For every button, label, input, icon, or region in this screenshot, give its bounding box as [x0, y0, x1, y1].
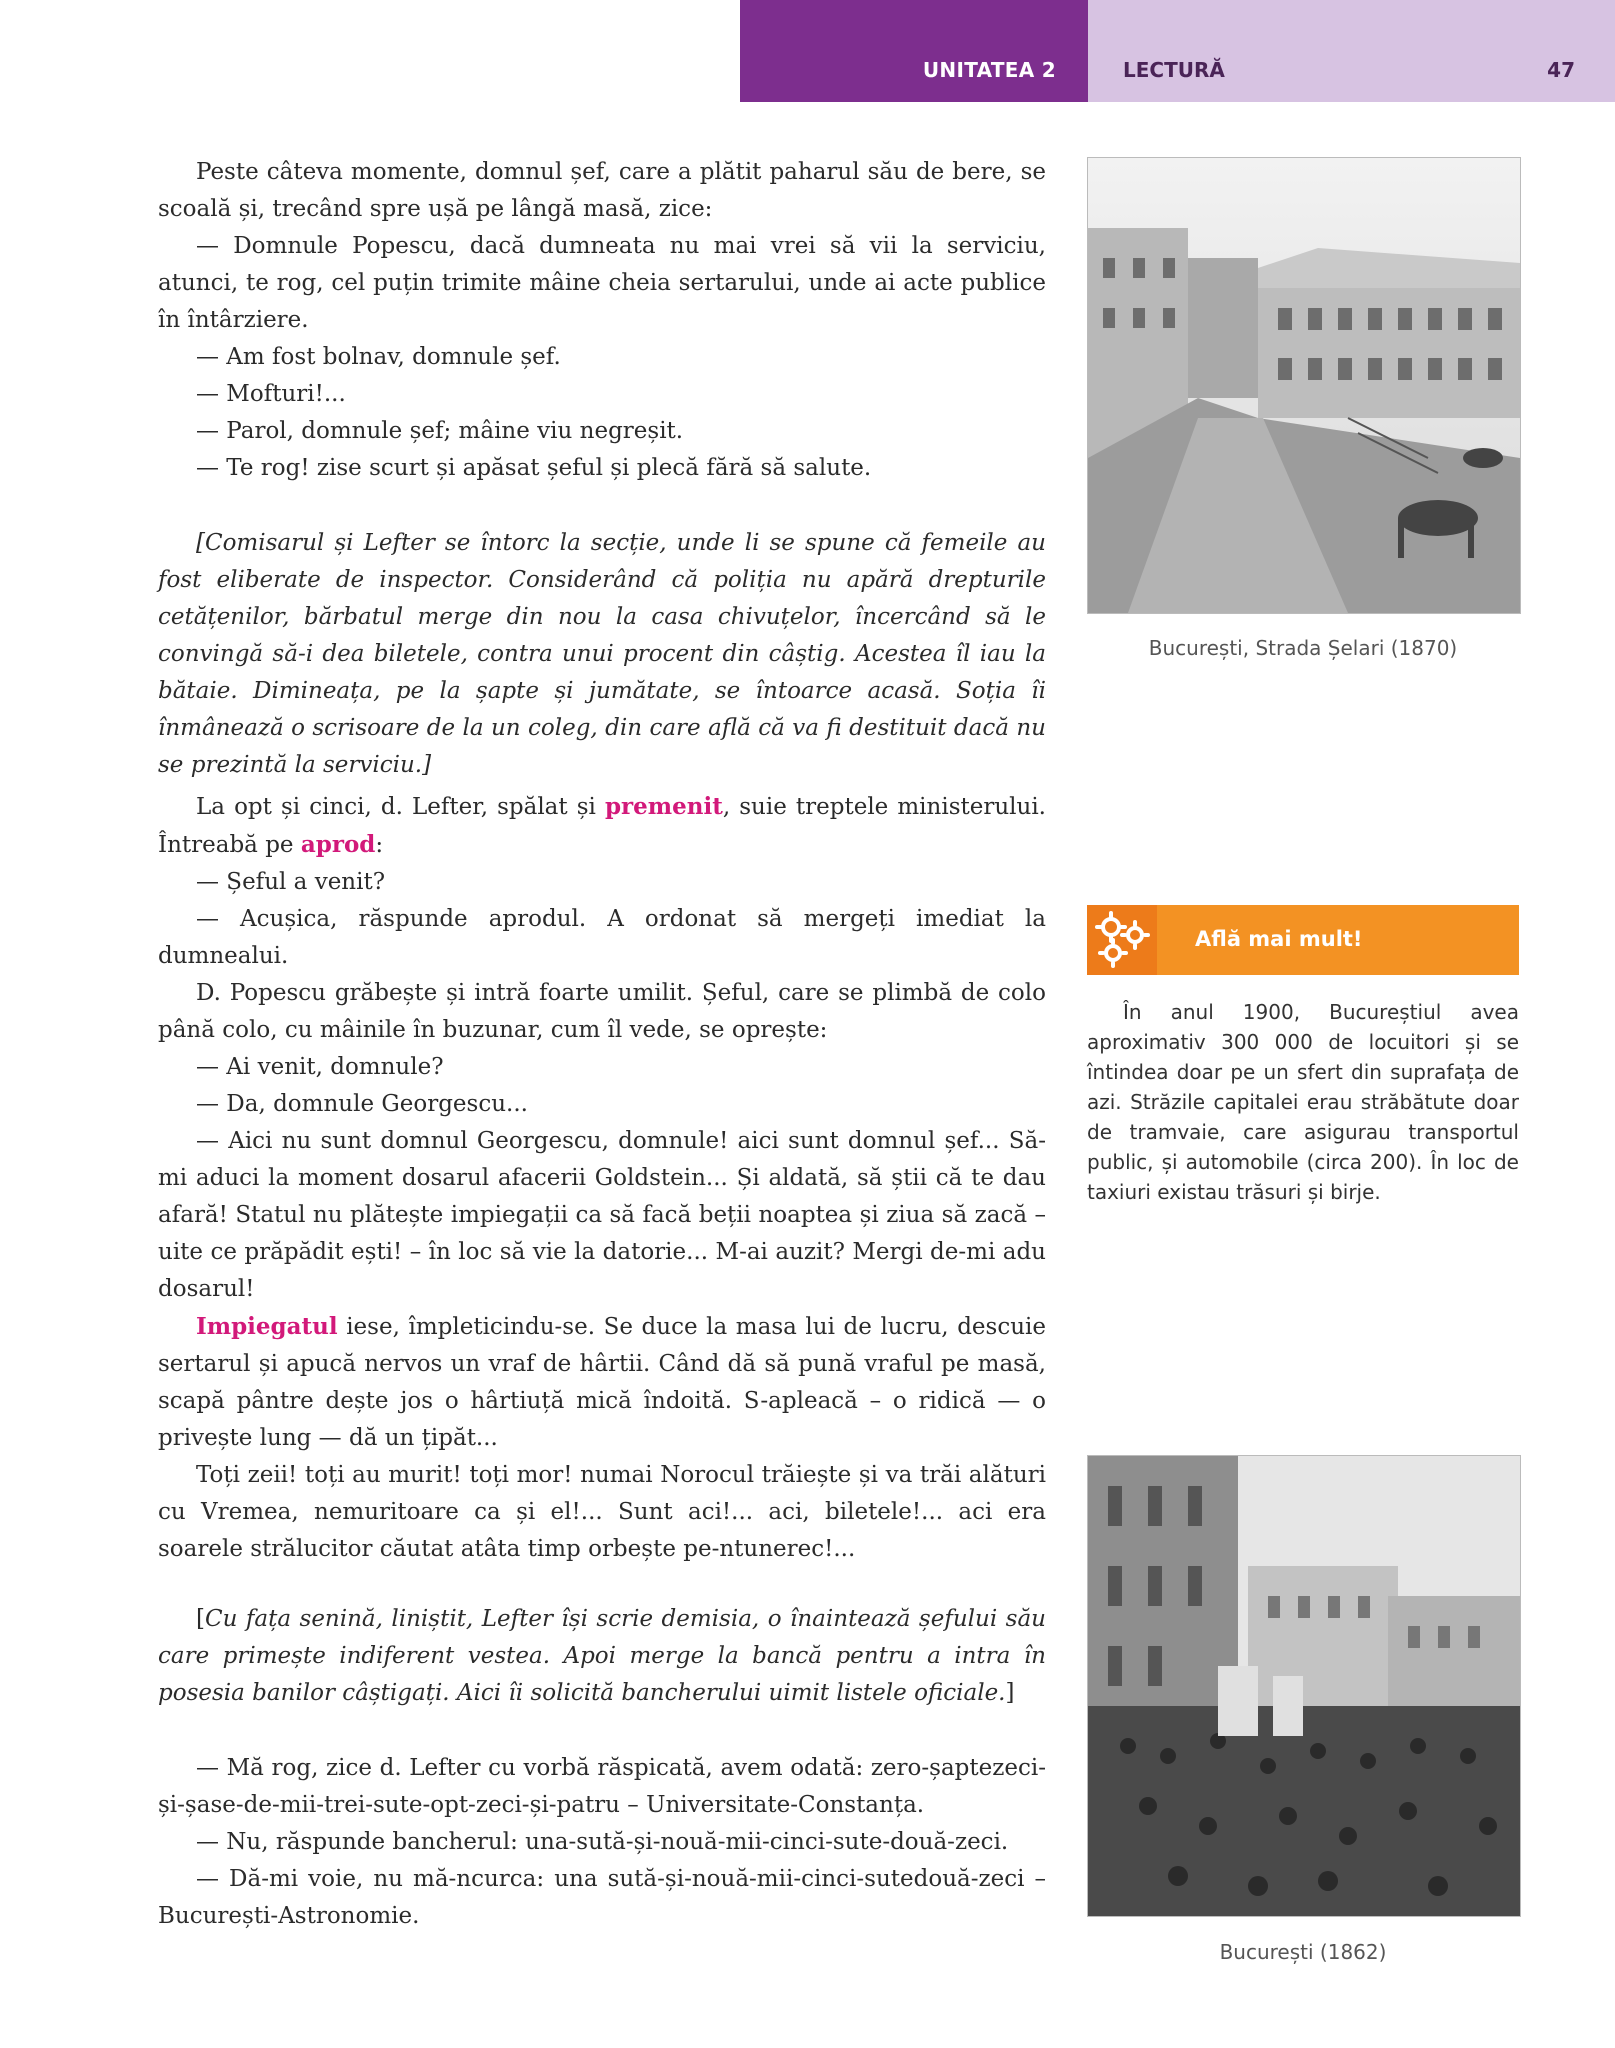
summary-text: [Comisarul și Lefter se întorc la secție, unde li se spune că femeile au fost eliberate de inspector. Considerând că poliția nu apără drepturile cetățenilor, bărbatul merge din nou la casa chivuțelor, încercând să le convingă să-i dea biletele, contra unui procent din câștig. Acestea îl iau la bătaie. Dimineața, pe la șapte și jumătate, se întoarce acasă. Soția îi înmânează o scrisoare de la un coleg, din care află că va fi destituit dacă nu se prezintă la serviciu.]	[158, 530, 1046, 778]
dialogue-line: — Te rog! zise scurt și apăsat șeful și plecă fără să salute.	[196, 455, 872, 481]
info-box-title: Află mai mult!	[1195, 927, 1363, 951]
dialogue-line: — Ai venit, domnule?	[196, 1054, 444, 1080]
dialogue-line: — Domnule Popescu, dacă dumneata nu mai vrei să vii la serviciu, atunci, te rog, cel puțin trimite mâine cheia sertarului, unde ai acte publice în întârziere.	[158, 233, 1046, 333]
glossary-word-premenit: premenit	[604, 793, 723, 820]
text-block-2	[158, 788, 1046, 1568]
text-run: iese, împleticindu-se. Se duce la masa lui de lucru, descuie sertarul și apucă nervos un vraf de hârtii. Când dă să pună vraful pe masă, scapă pântre dește jos o hârtiuță mică îndoită. S-apleacă – o ridică — o privește lung — dă un țipăt...	[158, 1314, 1046, 1451]
gears-icon	[1087, 905, 1157, 975]
section-label: LECTURĂ	[1123, 58, 1225, 82]
dialogue-line: — Dă-mi voie, nu mă-ncurca: una sută-și-nouă-mii-cinci-sutedouă-zeci – București-Astronomie.	[158, 1866, 1046, 1929]
dialogue-line: — Aici nu sunt domnul Georgescu, domnule! aici sunt domnul șef... Să-mi aduci la moment dosarul afacerii Goldstein... Și aldată, să știi că te dau afară! Statul nu plătește impiegații ca să facă beții noaptea și ziua să zacă – uite ce prăpădit ești! – în loc să vie la datorie... M-ai auzit? Mergi de-mi adu dosarul!	[158, 1128, 1046, 1302]
text-block-3	[158, 1750, 1046, 1935]
info-box-text: În anul 1900, Bucureștiul avea aproximativ 300 000 de locuitori și se întindea doar pe un sfert din suprafața de azi. Străzile capitalei erau străbătute doar de tramvaie, care asigurau transportul public, și automobile (circa 200). În loc de taxiuri existau trăsuri și birje.	[1087, 1000, 1519, 1204]
header-unit-bar	[740, 0, 1088, 102]
dialogue-line: — Mă rog, zice d. Lefter cu vorbă răspicată, avem odată: zero-șaptezeci-și-șase-de-mii-trei-sute-opt-zeci-și-patru – Universitate-Constanța.	[158, 1755, 1046, 1818]
info-box-body	[1087, 997, 1519, 1207]
dialogue-line: — Am fost bolnav, domnule șef.	[196, 344, 561, 370]
dialogue-line: — Da, domnule Georgescu...	[196, 1091, 528, 1117]
dialogue-line: — Parol, domnule șef; mâine viu negreșit.	[196, 418, 684, 444]
street-photo-illustration	[1088, 158, 1520, 613]
text-run: , suie treptele ministerului. Întreabă pe	[158, 794, 1046, 858]
text-block-1	[158, 154, 1046, 487]
unit-label: UNITATEA 2	[922, 58, 1056, 82]
paragraph: Toți zeii! toți au murit! toți mor! numai Norocul trăiește și va trăi alături cu Vremea, nemuritoare ca și el!... Sunt aci!... aci, biletele!... aci era soarele strălucitor căutat atâta timp orbește pe-ntunerec!...	[158, 1462, 1046, 1562]
summary-text	[158, 1601, 1046, 1712]
dialogue-line: — Nu, răspunde bancherul: una-sută-și-nouă-mii-cinci-sute-două-zeci.	[196, 1829, 1009, 1855]
page-number: 47	[1547, 58, 1575, 82]
summary-block-1	[158, 525, 1046, 784]
text-run: :	[375, 832, 384, 858]
dialogue-line: — Mofturi!...	[196, 381, 346, 407]
dialogue-line: — Acușica, răspunde aprodul. A ordonat să mergeți imediat la dumnealui.	[158, 906, 1046, 969]
photo-bucuresti-1862	[1087, 1455, 1521, 1917]
bracket-close: ]	[1005, 1680, 1015, 1706]
crowd-photo-illustration	[1088, 1456, 1520, 1916]
paragraph	[158, 1308, 1046, 1457]
dialogue-line: — Șeful a venit?	[196, 869, 386, 895]
paragraph: Peste câteva momente, domnul șef, care a plătit paharul său de bere, se scoală și, trecând spre ușă pe lângă masă, zice:	[158, 159, 1046, 222]
summary-italic: Cu fața senină, liniștit, Lefter își scrie demisia, o înaintează șefului său care primește indiferent vestea. Apoi merge la bancă pentru a intra în posesia banilor câștigați. Aici îi solicită bancherului uimit listele oficiale.	[158, 1606, 1046, 1706]
glossary-word-impiegatul: Impiegatul	[196, 1313, 338, 1340]
info-box-header	[1087, 905, 1519, 975]
photo-caption-1: București, Strada Șelari (1870)	[1148, 636, 1458, 660]
text-run: La opt și cinci, d. Lefter, spălat și	[196, 794, 605, 820]
paragraph	[158, 788, 1046, 864]
summary-block-2	[158, 1601, 1046, 1712]
bracket-open: [	[196, 1606, 205, 1632]
photo-caption-2: București (1862)	[1219, 1940, 1387, 1964]
paragraph: D. Popescu grăbește și intră foarte umilit. Șeful, care se plimbă de colo până colo, cu mâinile în buzunar, cum îl vede, se oprește:	[158, 980, 1046, 1043]
photo-strada-selari	[1087, 157, 1521, 614]
glossary-word-aprod: aprod	[300, 831, 376, 858]
header-section-bar	[1088, 0, 1615, 102]
